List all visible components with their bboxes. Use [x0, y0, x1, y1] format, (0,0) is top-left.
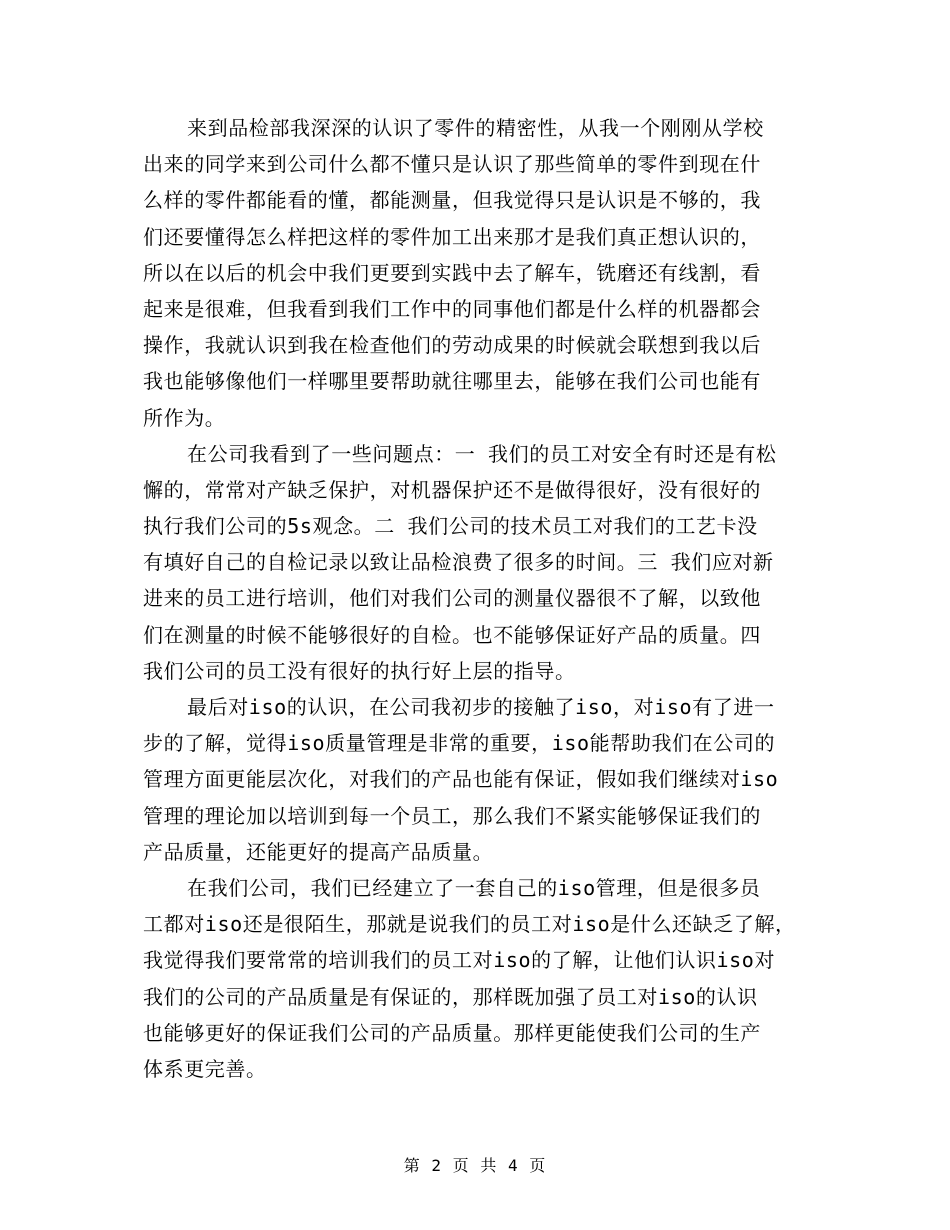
paragraph-2-line: 我们公司的员工没有很好的执行好上层的指导。	[143, 658, 576, 683]
paragraph-1-line: 操作，我就认识到我在检查他们的劳动成果的时候就会联想到我以后	[143, 333, 761, 358]
paragraph-3-line: 步的了解，觉得iso质量管理是非常的重要，iso能帮助我们在公司的	[143, 731, 776, 756]
paragraph-2-line: 在公司我看到了一些问题点：一 我们的员工对安全有时还是有松	[187, 441, 777, 466]
paragraph-4-line: 我们的公司的产品质量是有保证的，那样既加强了员工对iso的认识	[143, 984, 758, 1009]
paragraph-1-line: 所以在以后的机会中我们更要到实践中去了解车，铣磨还有线割，看	[143, 260, 761, 285]
paragraph-4-line: 体系更完善。	[143, 1056, 267, 1081]
paragraph-1-line: 出来的同学来到公司什么都不懂只是认识了那些简单的零件到现在什	[143, 152, 761, 177]
paragraph-2-line: 们在测量的时候不能够很好的自检。也不能够保证好产品的质量。四	[143, 622, 761, 647]
paragraph-1-line: 们还要懂得怎么样把这样的零件加工出来那才是我们真正想认识的，	[143, 224, 761, 249]
paragraph-1-line: 起来是很难，但我看到我们工作中的同事他们都是什么样的机器都会	[143, 296, 761, 321]
paragraph-4-line: 我觉得我们要常常的培训我们的员工对iso的了解，让他们认识iso对	[143, 948, 776, 973]
paragraph-1-line: 我也能够像他们一样哪里要帮助就往哪里去，能够在我们公司也能有	[143, 369, 761, 394]
paragraph-3-line: 产品质量，还能更好的提高产品质量。	[143, 839, 494, 864]
paragraph-1-line: 来到品检部我深深的认识了零件的精密性，从我一个刚刚从学校	[187, 116, 764, 140]
paragraph-4-line: 在我们公司，我们已经建立了一套自己的iso管理，但是很多员	[187, 875, 761, 900]
paragraph-3-line: 最后对iso的认识，在公司我初步的接触了iso，对iso有了进一	[187, 695, 775, 719]
paragraph-3-line: 管理的理论加以培训到每一个员工，那么我们不紧实能够保证我们的	[143, 803, 761, 828]
paragraph-4-line: 也能够更好的保证我们公司的产品质量。那样更能使我们公司的生产	[143, 1020, 761, 1045]
body-text	[143, 110, 833, 1087]
paragraph-2-line: 懈的，常常对产缺乏保护，对机器保护还不是做得很好，没有很好的	[143, 477, 761, 502]
paragraph-2-line: 进来的员工进行培训，他们对我们公司的测量仪器很不了解，以致他	[143, 586, 761, 611]
paragraph-1-line: 所作为。	[143, 405, 226, 430]
paragraph-2-line: 执行我们公司的5s观念。二 我们公司的技术员工对我们的工艺卡没	[143, 514, 758, 539]
paragraph-2-line: 有填好自己的自检记录以致让品检浪费了很多的时间。三 我们应对新	[143, 550, 774, 575]
page-number-footer: 第 2 页 共 4 页	[403, 1156, 547, 1175]
paragraph-3-line: 管理方面更能层次化，对我们的产品也能有保证，假如我们继续对iso	[143, 767, 779, 792]
paragraph-4-line: 工都对iso还是很陌生，那就是说我们的员工对iso是什么还缺乏了解，	[143, 912, 796, 937]
paragraph-1-line: 么样的零件都能看的懂，都能测量，但我觉得只是认识是不够的，我	[143, 188, 761, 213]
